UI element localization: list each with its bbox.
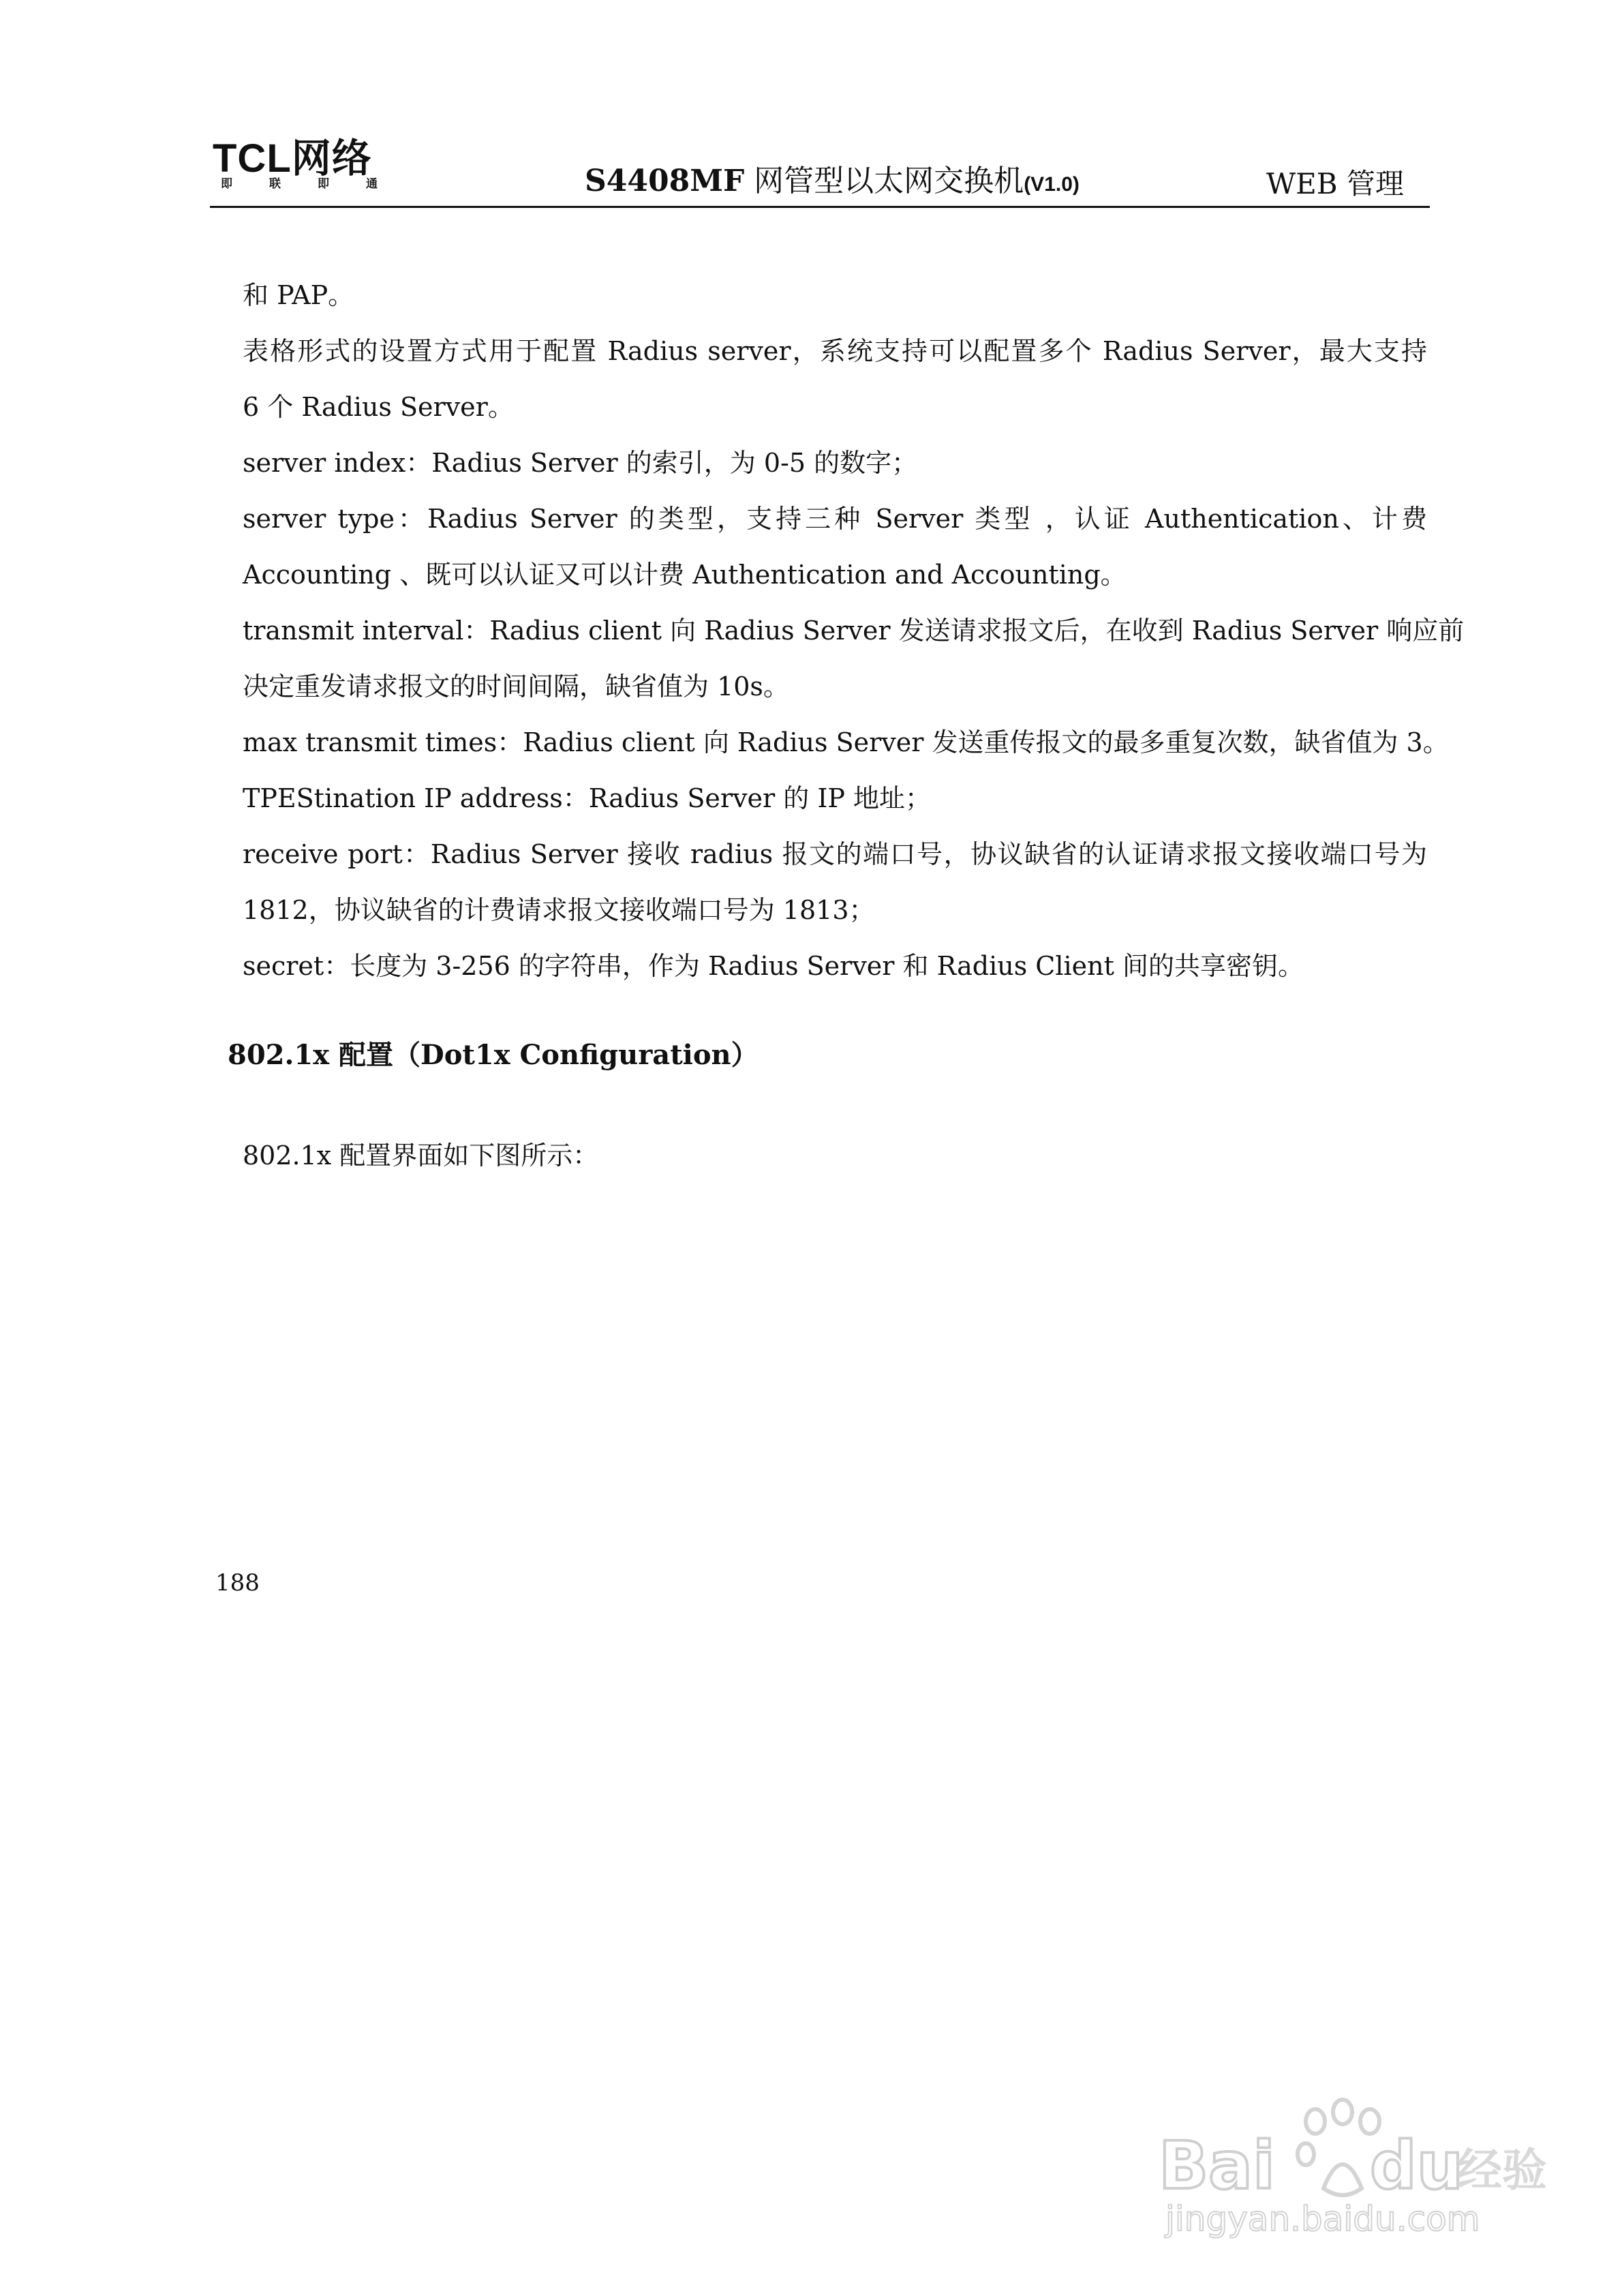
logo-brand: TCL网络: [213, 136, 372, 181]
paw-icon-toe: [1333, 2100, 1352, 2124]
body-line: 表格形式的设置方式用于配置 Radius server，系统支持可以配置多个 Radius Server，最大支持: [243, 336, 1427, 366]
body-line: server type：Radius Server 的类型，支持三种 Server 类型 ，认证 Authentication、计费: [243, 504, 1427, 534]
logo-slogan-char: 联: [269, 177, 281, 191]
body-line: secret：长度为 3-256 的字符串，作为 Radius Server 和 Radius Client 间的共享密钥。: [243, 951, 1304, 981]
logo-slogan-char: 即: [318, 177, 329, 191]
body-line: Accounting 、既可以认证又可以计费 Authentication and Accounting。: [243, 560, 1127, 590]
watermark-product: 经验: [1457, 2144, 1547, 2196]
watermark-brand: Bai: [1159, 2128, 1275, 2204]
watermark-brand-tail: du: [1370, 2128, 1464, 2204]
paw-icon-toe: [1306, 2109, 1325, 2134]
section-intro: 802.1x 配置界面如下图所示：: [243, 1141, 599, 1170]
body-line: 决定重发请求报文的时间间隔，缺省值为 10s。: [243, 671, 789, 701]
header-model: S4408MF: [585, 164, 745, 198]
header-title: [585, 164, 1080, 202]
tcl-network-logo: [213, 136, 383, 194]
body-line: 1812，协议缺省的计费请求报文接收端口号为 1813；: [243, 895, 875, 925]
body-line: max transmit times：Radius client 向 Radius Server 发送重传报文的最多重复次数，缺省值为 3。: [243, 727, 1449, 757]
body-line: server index：Radius Server 的索引，为 0-5 的数字；: [243, 448, 918, 478]
baidu-jingyan-watermark: [1145, 2086, 1554, 2250]
logo-slogan-char: 通: [366, 177, 378, 191]
header-version: (V1.0): [1024, 173, 1080, 196]
page-number: 188: [215, 1569, 260, 1597]
body-line: transmit interval：Radius client 向 Radius Server 发送请求报文后，在收到 Radius Server 响应前: [243, 616, 1465, 646]
watermark-url: jingyan.baidu.com: [1165, 2199, 1480, 2239]
logo-slogan: [221, 177, 378, 191]
logo-slogan-char: 即: [221, 177, 232, 191]
paw-icon-pad: [1323, 2164, 1362, 2195]
body-line: TPEStination IP address：Radius Server 的 IP 地址；: [243, 783, 932, 813]
header-product-name: 网管型以太网交换机: [744, 164, 1024, 198]
body-line: receive port：Radius Server 接收 radius 报文的端口号，协议缺省的认证请求报文接收端口号为: [243, 839, 1427, 869]
header-section-label: WEB 管理: [1266, 167, 1404, 200]
paw-icon-toe: [1298, 2143, 1314, 2165]
body-line: 6 个 Radius Server。: [243, 392, 514, 422]
header-divider: [210, 206, 1430, 208]
section-heading: 802.1x 配置（Dot1x Configuration）: [228, 1039, 759, 1071]
body-line: 和 PAP。: [243, 280, 354, 310]
